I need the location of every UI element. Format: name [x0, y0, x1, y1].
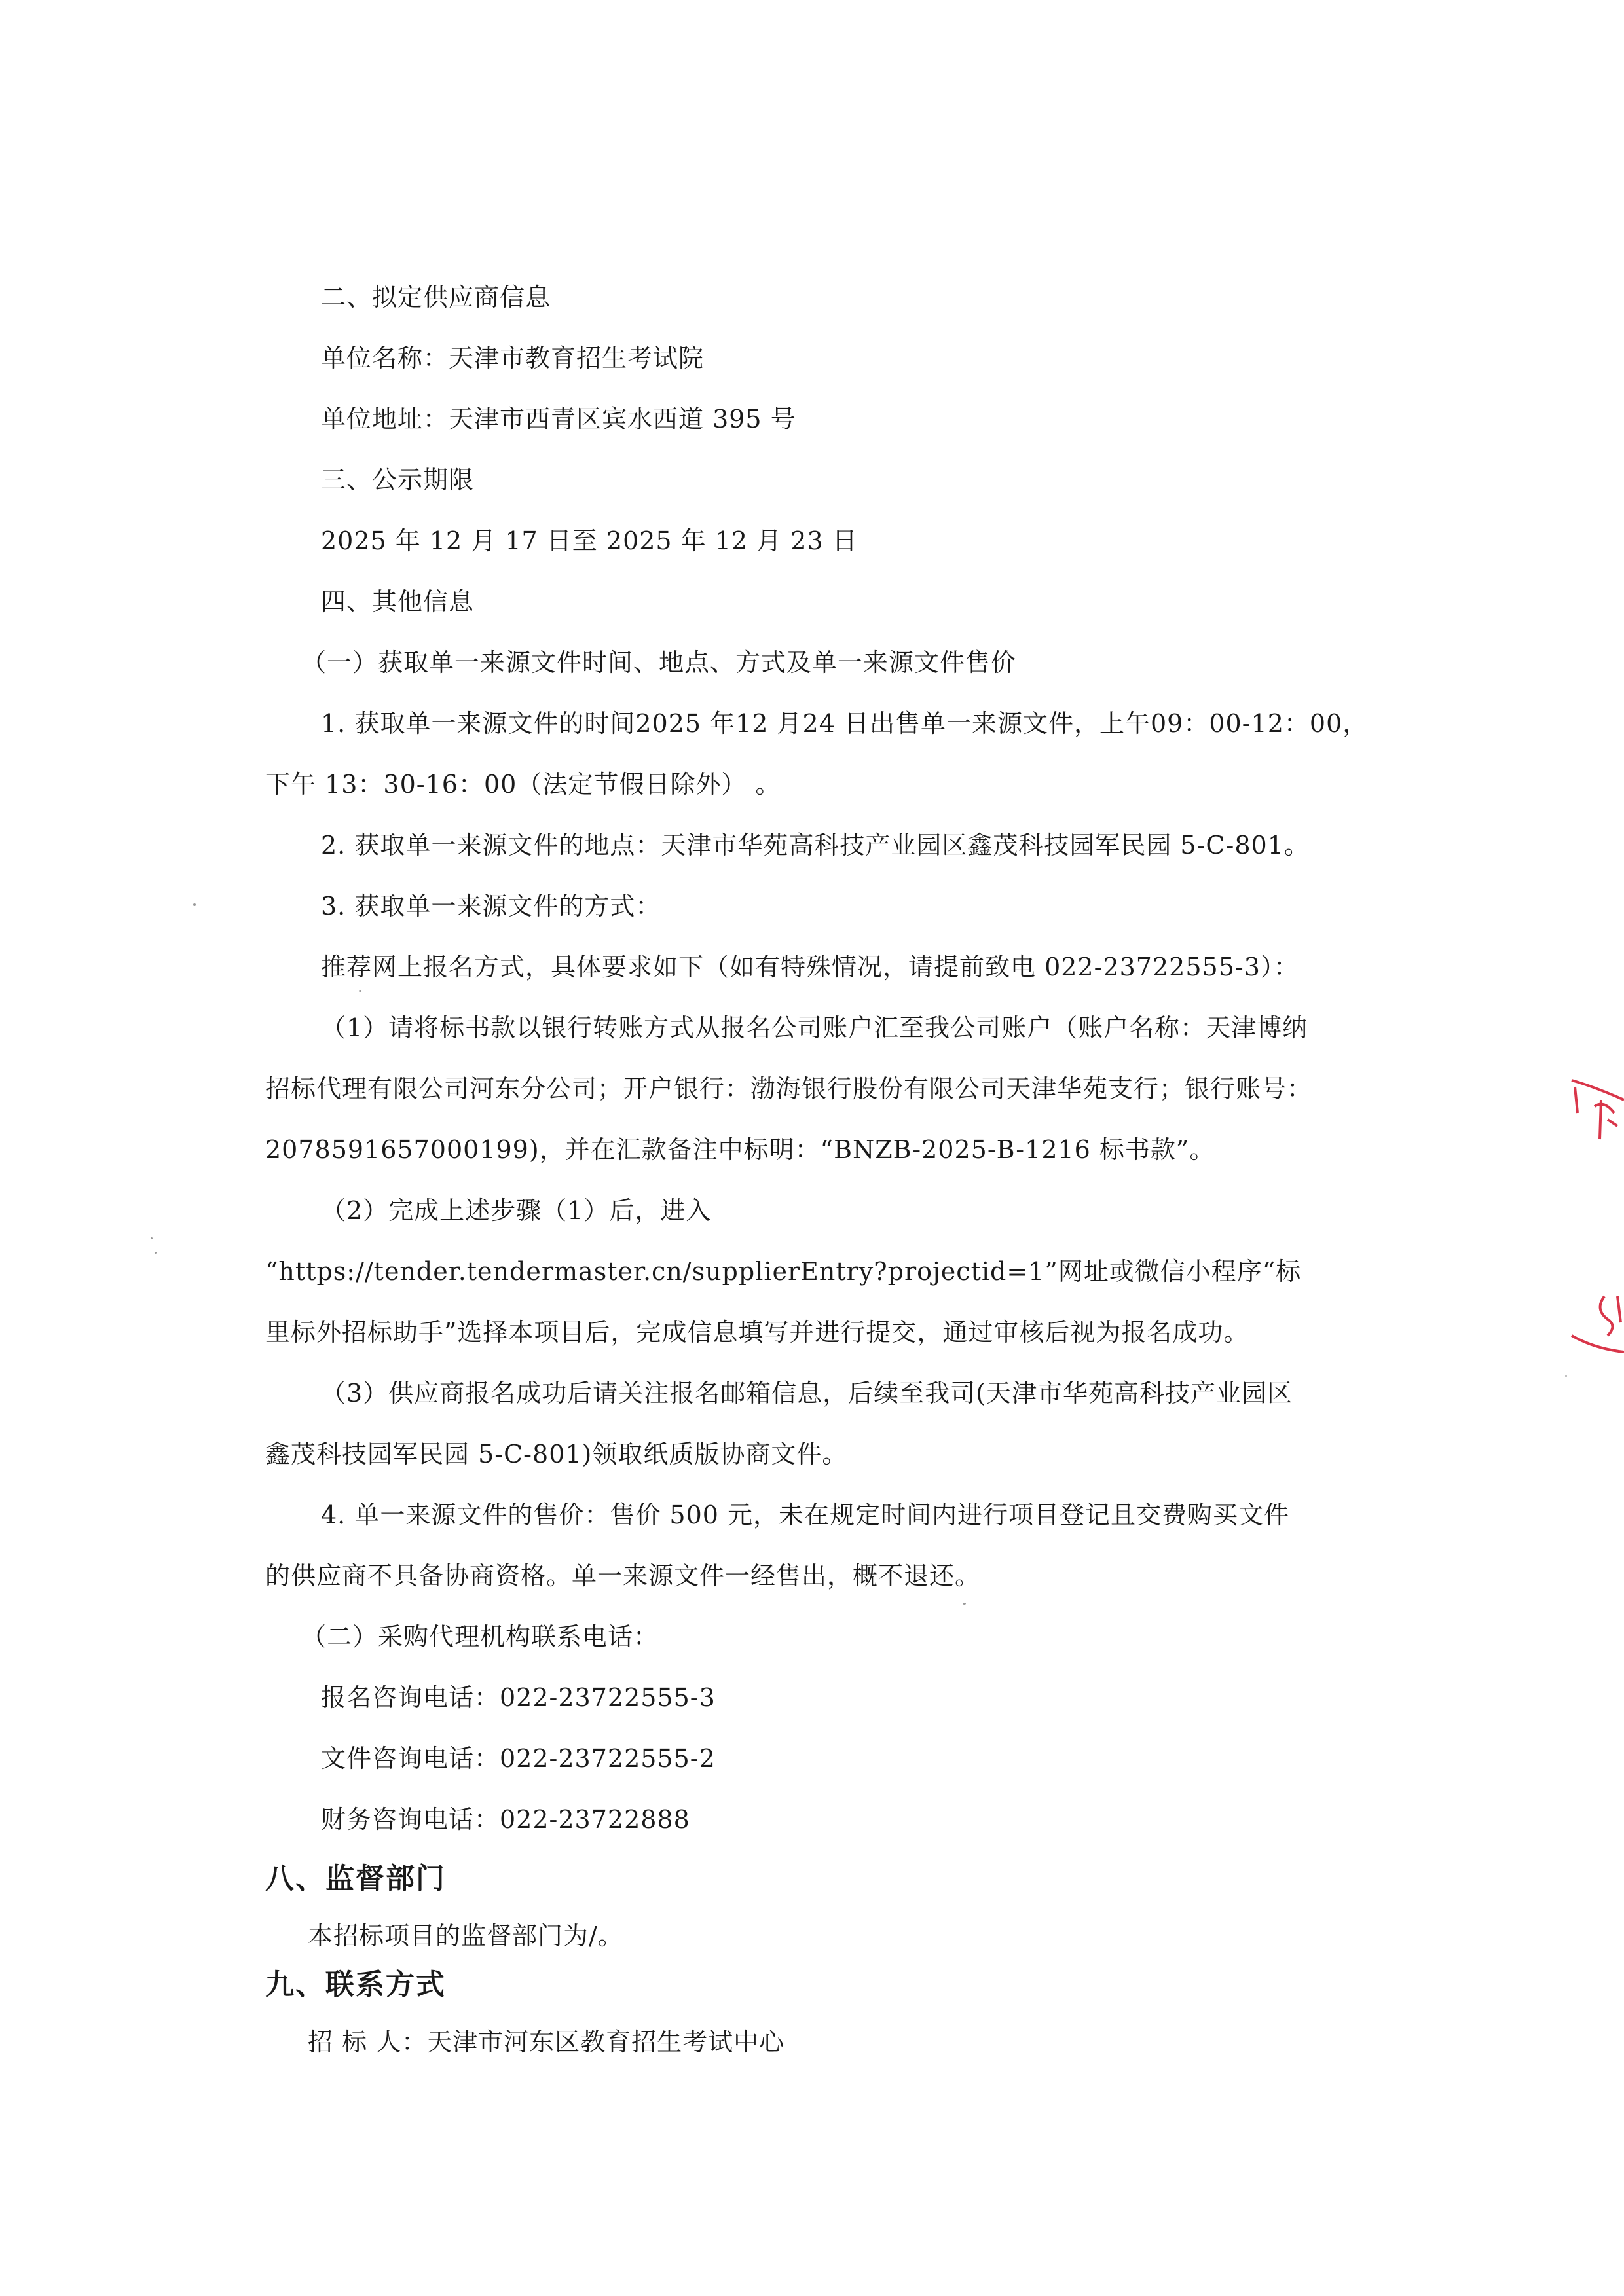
subsection-1-title: （一）获取单一来源文件时间、地点、方式及单一来源文件售价	[301, 648, 1017, 677]
online-registration-note: 推荐网上报名方式，具体要求如下（如有特殊情况，请提前致电 022-23722555-3）：	[321, 953, 1299, 981]
item-4-price: 4. 单一来源文件的售价：售价 500 元，未在规定时间内进行项目登记且交费购买文件	[321, 1501, 1290, 1529]
section-2-title: 二、拟定供应商信息	[321, 283, 551, 312]
phone-documents: 文件咨询电话：022-23722555-2	[321, 1744, 716, 1773]
section-4-title: 四、其他信息	[321, 587, 475, 616]
step-2: （2）完成上述步骤（1）后，进入	[321, 1196, 712, 1225]
item-1-time: 1. 获取单一来源文件的时间2025 年12 月24 日出售单一来源文件，上午09：00-12：00，	[321, 709, 1369, 738]
subsection-2-title: （二）采购代理机构联系电话：	[301, 1622, 659, 1651]
step-3-cont: 鑫茂科技园军民园 5-C-801)领取纸质版协商文件。	[265, 1440, 848, 1468]
scan-speck	[963, 1603, 966, 1605]
item-2-location: 2. 获取单一来源文件的地点：天津市华苑高科技产业园区鑫茂科技园军民园 5-C-801。	[321, 831, 1310, 860]
scan-speck	[193, 903, 196, 906]
section-8-heading: 八、监督部门	[265, 1862, 446, 1895]
seal-stamp	[1568, 1061, 1624, 1368]
section-9-body: 招 标 人：天津市河东区教育招生考试中心	[308, 2028, 785, 2056]
step-3: （3）供应商报名成功后请关注报名邮箱信息，后续至我司(天津市华苑高科技产业园区	[321, 1379, 1293, 1408]
scan-speck	[155, 1252, 157, 1254]
section-9-heading: 九、联系方式	[265, 1968, 446, 2001]
section-3-title: 三、公示期限	[321, 465, 475, 494]
phone-finance: 财务咨询电话：022-23722888	[321, 1805, 690, 1834]
step-2-cont: 里标外招标助手”选择本项目后，完成信息填写并进行提交，通过审核后视为报名成功。	[265, 1318, 1249, 1347]
step-1: （1）请将标书款以银行转账方式从报名公司账户汇至我公司账户（账户名称：天津博纳	[321, 1013, 1308, 1042]
item-1-time-cont: 下午 13：30-16：00（法定节假日除外） 。	[265, 770, 781, 799]
scan-speck	[359, 990, 361, 992]
step-1-cont-a: 招标代理有限公司河东分公司；开户银行：渤海银行股份有限公司天津华苑支行；银行账号：	[265, 1074, 1313, 1103]
phone-registration: 报名咨询电话：022-23722555-3	[321, 1683, 716, 1712]
step-2-url: “https://tender.tendermaster.cn/supplierEntry?projectid=1”网址或微信小程序“标	[265, 1257, 1302, 1286]
supplier-name: 单位名称：天津市教育招生考试院	[321, 344, 705, 373]
supplier-address: 单位地址：天津市西青区宾水西道 395 号	[321, 405, 796, 433]
item-3-method: 3. 获取单一来源文件的方式：	[321, 892, 661, 920]
publicity-period: 2025 年 12 月 17 日至 2025 年 12 月 23 日	[321, 526, 858, 555]
section-8-body: 本招标项目的监督部门为/。	[308, 1922, 623, 1950]
scan-speck	[1565, 1375, 1567, 1377]
item-4-price-cont: 的供应商不具备协商资格。单一来源文件一经售出，概不退还。	[265, 1561, 981, 1590]
step-1-cont-b: 2078591657000199)，并在汇款备注中标明：“BNZB-2025-B-1216 标书款”。	[265, 1135, 1215, 1164]
scan-speck	[151, 1237, 153, 1239]
